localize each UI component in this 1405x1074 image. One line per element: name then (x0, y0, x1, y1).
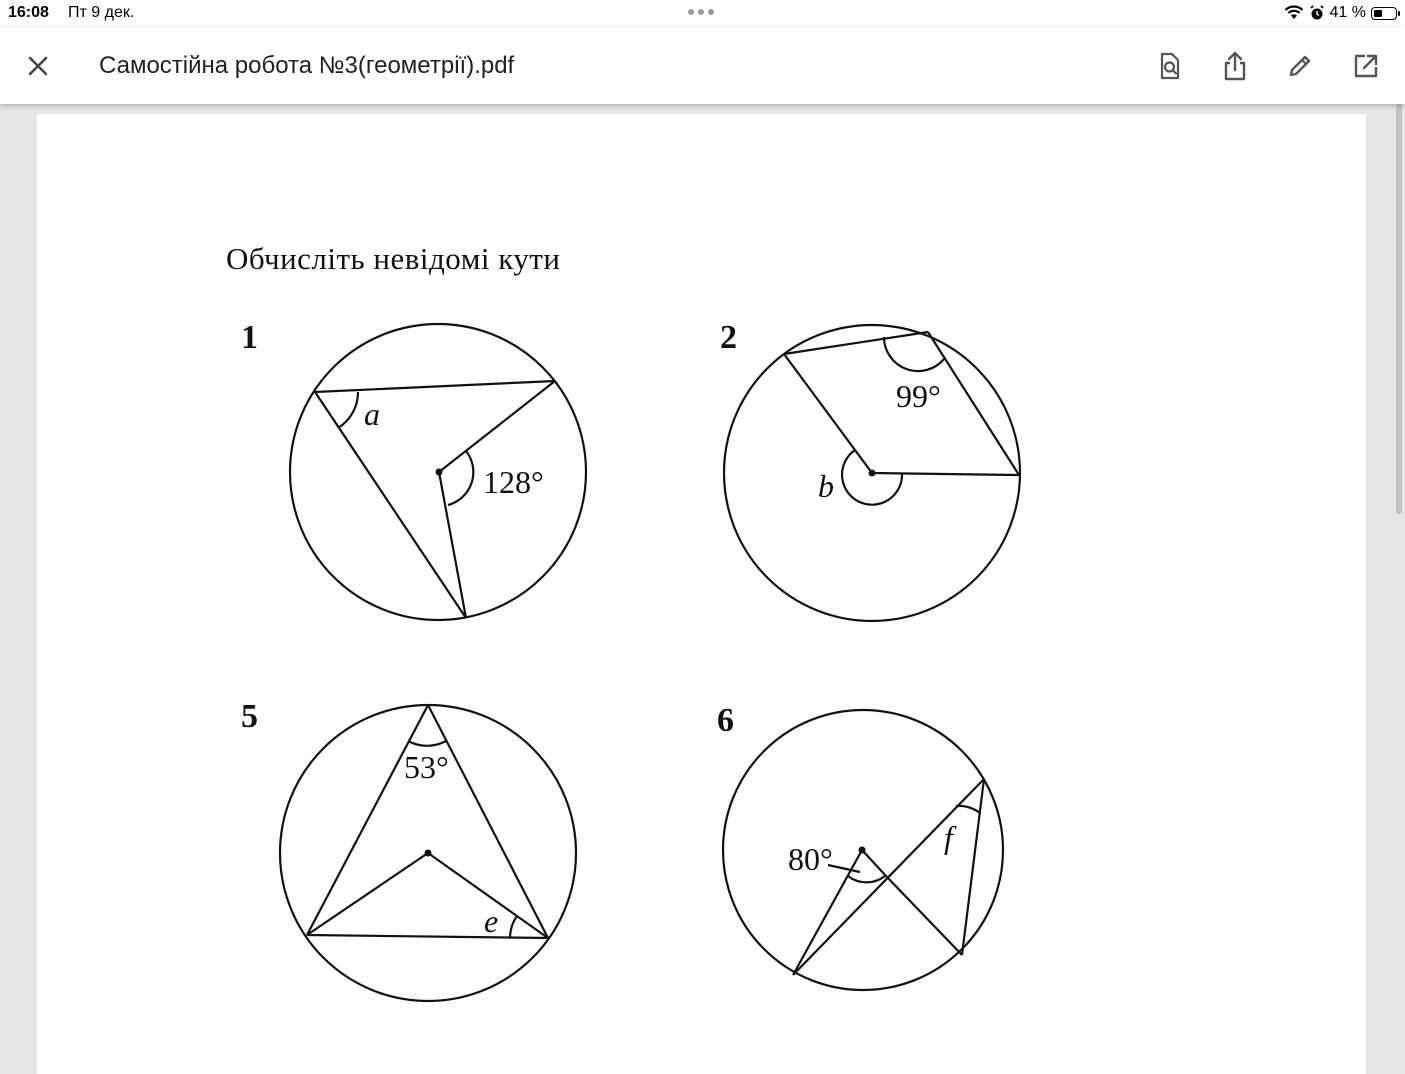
battery-percent: 41 % (1329, 4, 1366, 21)
figure-2-arc-b (842, 450, 902, 505)
figure-5-angle-label: 53° (404, 749, 449, 785)
figure-6-number: 6 (717, 702, 734, 739)
worksheet-heading: Обчисліть невідомі кути (226, 241, 561, 276)
close-button[interactable] (20, 48, 56, 84)
figure-6-arc-f (956, 806, 980, 813)
figure-2-angle-label: 99° (896, 378, 941, 414)
figure-5-center-dot (425, 850, 432, 857)
open-external-button[interactable] (1348, 48, 1384, 84)
figure-2-number: 2 (720, 319, 737, 356)
figure-1-angle-label: 128° (483, 464, 544, 500)
status-time: 16:08 (8, 4, 49, 21)
figure-6-lines (793, 779, 984, 975)
figure-6-pointer (828, 865, 860, 872)
figure-6-center-dot (859, 847, 866, 854)
share-icon (1221, 50, 1249, 82)
figure-6-angle-label: 80° (788, 841, 833, 877)
figure-1-arc-128 (448, 451, 473, 505)
figure-2-center-dot (869, 470, 876, 477)
figure-5-number: 5 (241, 698, 258, 735)
figure-5-arc-53 (408, 741, 446, 746)
close-icon (26, 54, 50, 78)
share-button[interactable] (1217, 48, 1253, 84)
status-date: Пт 9 дек. (68, 4, 135, 21)
search-document-button[interactable] (1151, 48, 1187, 84)
figure-1-number: 1 (241, 319, 258, 356)
edit-pencil-icon (1286, 52, 1314, 80)
viewer-toolbar (0, 28, 1405, 104)
figure-6-unknown-label: f (944, 819, 953, 855)
edit-button[interactable] (1282, 48, 1318, 84)
figure-6-arc-80 (848, 876, 885, 882)
figure-1-unknown-label: a (364, 396, 380, 432)
figure-2 (724, 325, 1020, 621)
figure-1-center-dot (436, 469, 443, 476)
figure-5-lines (307, 705, 548, 938)
figure-5-unknown-label: e (484, 903, 499, 939)
open-external-icon (1352, 52, 1380, 80)
document-title: Самостійна робота №3(геометрії).pdf (99, 52, 515, 79)
figure-6 (723, 710, 1003, 990)
figure-2-unknown-label: b (818, 468, 834, 504)
figure-1-arc-a (338, 392, 358, 428)
figure-5-arc-e (510, 916, 517, 937)
search-document-icon (1155, 51, 1183, 81)
